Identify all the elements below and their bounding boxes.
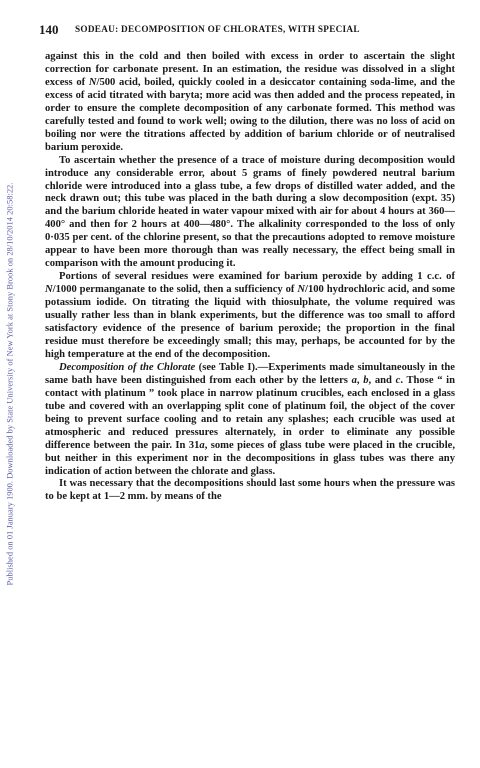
article-body <box>45 51 455 504</box>
paragraph: It was necessary that the decompositions should last some hours when the pressure was to be kept at 1—2 mm. by means of the <box>45 478 455 503</box>
running-head: SODEAU: DECOMPOSITION OF CHLORATES, WITH SPECIAL <box>75 24 360 34</box>
paragraph: Portions of several residues were examined for barium peroxide by adding 1 c.c. of N/1000 permanganate to the solid, then a sufficiency of N/100 hydrochloric acid, and some potassium iodide. On titrating the liquid with thiosulphate, the volume required was usually rather less than in blank experiments, but the difference was too small to afford satisfactory evidence of the presence of barium peroxide; the proportion in the final residue must therefore be exceedingly small; this may, perhaps, be accounted for by the high temperature at the end of the decomposition. <box>45 271 455 360</box>
page-number: 140 <box>39 22 59 37</box>
paragraph: To ascertain whether the presence of a trace of moisture during decomposition would introduce any considerable error, about 5 grams of finely powdered neutral barium chloride were introduced into a glass tube, a few drops of distilled water added, and the neck drawn out; this tube was placed in the bath during a slow decomposition (expt. 35) and the barium chloride heated in water vapour mixed with air for about 4 hours at 360—400° and then for 2 hours at 400—480°. The alkalinity corresponded to the loss of only 0·035 per cent. of the chlorine present, so that the precautions adopted to remove moisture appear to have been more thorough than was really necessary, the effect being small in comparison with the amount producing it. <box>45 154 455 270</box>
paragraph: Decomposition of the Chlorate (see Table I).—Experiments made simultaneously in the same bath have been distinguished from each other by the letters a, b, and c. Those “ in contact with platinum ” took place in narrow platinum crucibles, each enclosed in a glass tube and covered with an overlapping split cone of platinum foil, the object of the cover being to prevent surface cooling and to retain any splashes; each crucible was used at atmospheric and reduced pressures alternately, in order to eliminate any possible difference between the pair. In 31a, some pieces of glass tube were placed in the crucible, but neither in this experiment nor in the decompositions in glass tubes was there any indication of action between the chlorate and glass. <box>45 361 455 477</box>
watermark-text: Published on 01 January 1900. Downloaded by State University of New York at Stony Brook on 28/10/2014 20:58:22. <box>5 182 15 586</box>
download-watermark <box>0 0 20 768</box>
paragraph: against this in the cold and then boiled with excess in order to ascertain the slight correction for carbonate present. In an estimation, the residue was dissolved in a slight excess of N/500 acid, boiled, quickly cooled in a desiccator containing soda-lime, and the excess of acid titrated with baryta; more acid was then added and the process repeated, in order to ensure the complete decomposition of any carbonate formed. This method was carefully tested and found to work well; owing to the dilution, there was no loss of acid on boiling nor were the titrations affected by addition of barium chloride or of neutralised barium peroxide. <box>45 51 455 153</box>
page-header <box>39 22 459 38</box>
